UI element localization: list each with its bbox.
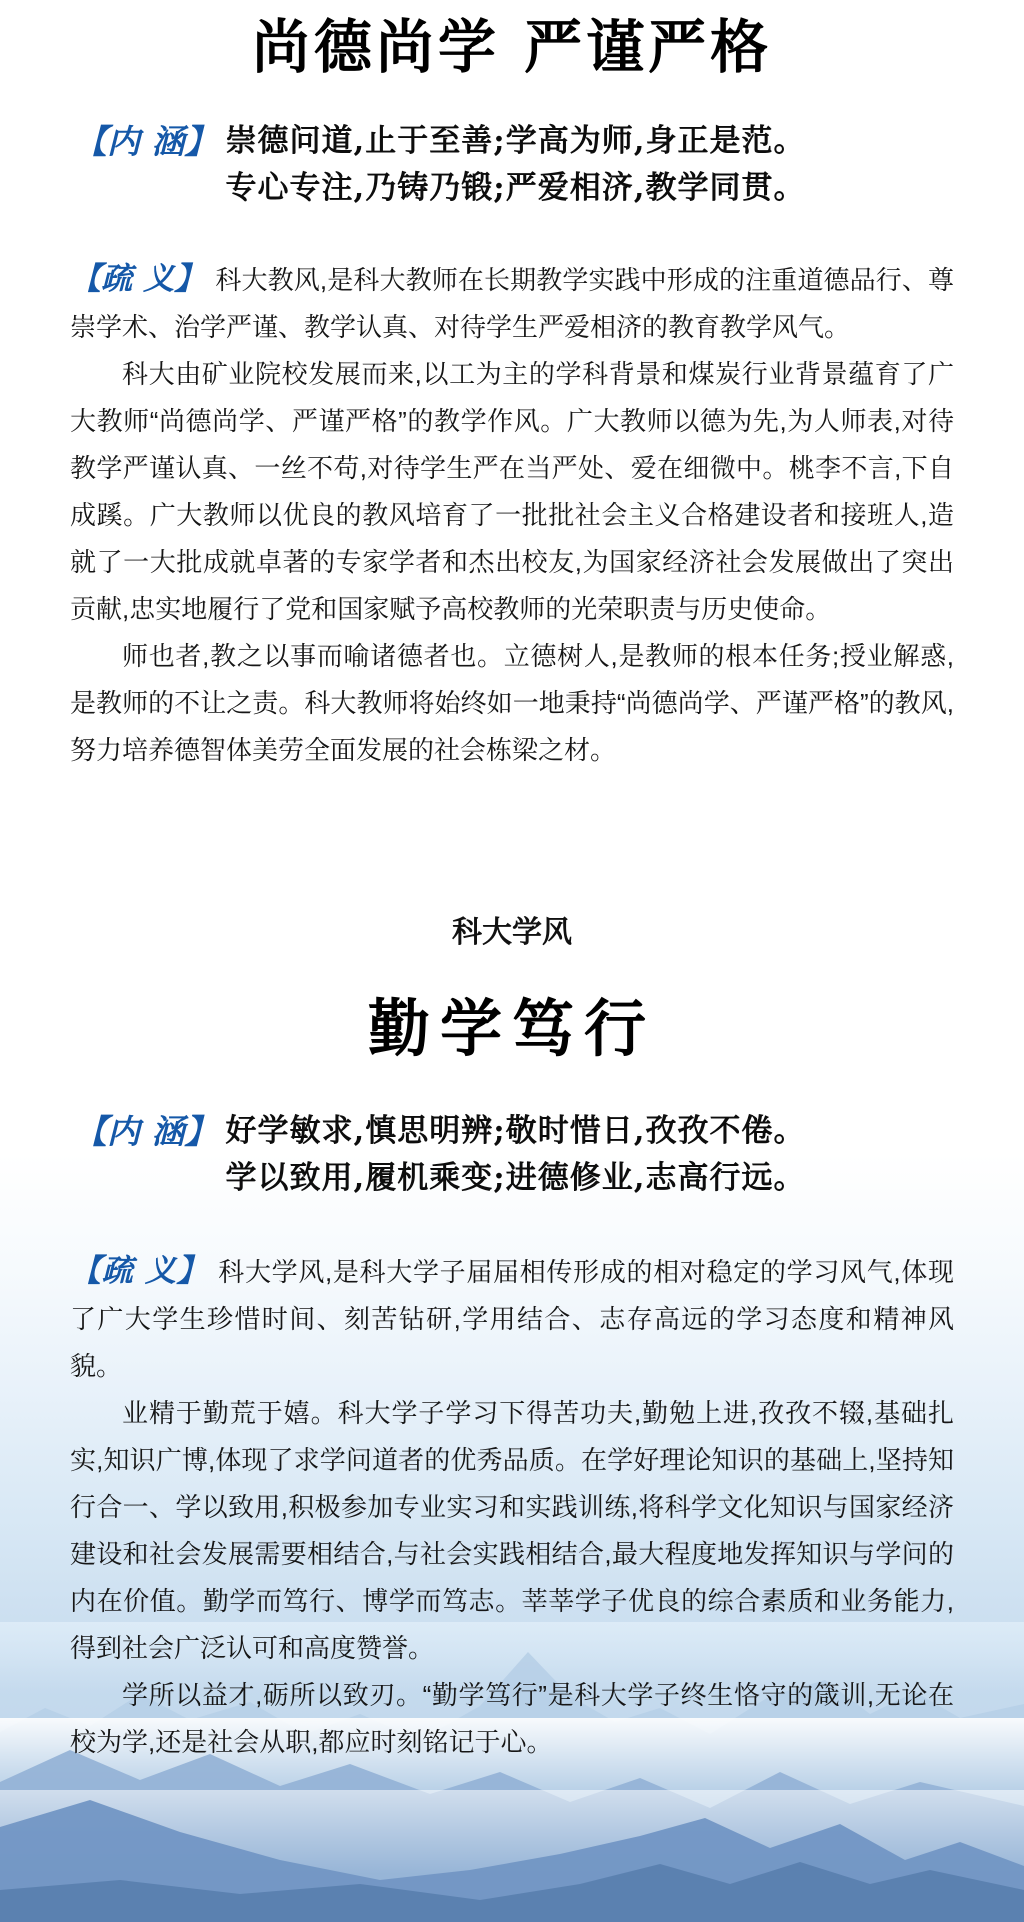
- jiaofeng-shuyi-block: [70, 256, 954, 774]
- jiaofeng-calligraphy-title: 尚德尚学 严谨严格: [251, 13, 773, 81]
- neihan-line: 好学敏求,慎思明辨;敬时惜日,孜孜不倦。: [225, 1113, 806, 1149]
- neihan-line: 崇德问道,止于至善;学高为师,身正是范。: [225, 123, 806, 159]
- xuefeng-section: [0, 916, 1024, 1766]
- xuefeng-section-heading: 科大学风: [452, 916, 572, 949]
- shuyi-paragraph: [70, 1248, 954, 1390]
- shuyi-label: 【疏 义】: [70, 1253, 209, 1289]
- shuyi-paragraph: 科大由矿业院校发展而来,以工为主的学科背景和煤炭行业背景蕴育了广大教师“尚德尚学、严谨严格”的教学作风。广大教师以德为先,为人师表,对待教学严谨认真、一丝不苟,对待学生严在当严处、爱在细微中。桃李不言,下自成蹊。广大教师以优良的教风培育了一批批社会主义合格建设者和接班人,造就了一大批成就卓著的专家学者和杰出校友,为国家经济社会发展做出了突出贡献,忠实地履行了党和国家赋予高校教师的光荣职责与历史使命。: [70, 359, 954, 624]
- xuefeng-neihan-block: [74, 1108, 954, 1202]
- shuyi-paragraph: 师也者,教之以事而喻诸德者也。立德树人,是教师的根本任务;授业解惑,是教师的不让之责。科大教师将始终如一地秉持“尚德尚学、严谨严格”的教风,努力培养德智体美劳全面发展的社会栋梁之材。: [70, 641, 954, 765]
- neihan-lines: [226, 118, 806, 212]
- neihan-label: 【内 涵】: [74, 122, 218, 161]
- shuyi-paragraph-text: 科大教风,是科大教师在长期教学实践中形成的注重道德品行、尊崇学术、治学严谨、教学认真、对待学生严爱相济的教育教学风气。: [70, 265, 954, 342]
- neihan-lines: [226, 1108, 806, 1202]
- neihan-label: 【内 涵】: [74, 1112, 218, 1151]
- xuefeng-shuyi-block: [70, 1248, 954, 1766]
- shuyi-paragraph-text: 科大学风,是科大学子届届相传形成的相对稳定的学习风气,体现了广大学生珍惜时间、刻苦钻研,学用结合、志存高远的学习态度和精神风貌。: [70, 1257, 955, 1381]
- shuyi-label: 【疏 义】: [70, 261, 206, 297]
- shuyi-paragraph: 业精于勤荒于嬉。科大学子学习下得苦功夫,勤勉上进,孜孜不辍,基础扎实,知识广博,体现了求学问道者的优秀品质。在学好理论知识的基础上,坚持知行合一、学以致用,积极参加专业实习和实践训练,将科学文化知识与国家经济建设和社会发展需要相结合,与社会实践相结合,最大程度地发挥知识与学问的内在价值。勤学而笃行、博学而笃志。莘莘学子优良的综合素质和业务能力,得到社会广泛认可和高度赞誉。: [70, 1398, 954, 1663]
- shuyi-paragraph: 学所以益才,砺所以致刃。“勤学笃行”是科大学子终生恪守的箴训,无论在校为学,还是社会从职,都应时刻铭记于心。: [70, 1680, 954, 1757]
- jiaofeng-neihan-block: [74, 118, 954, 212]
- jiaofeng-section: [0, 0, 1024, 774]
- neihan-line: 专心专注,乃铸乃锻;严爱相济,教学同贯。: [225, 170, 806, 206]
- neihan-line: 学以致用,履机乘变;进德修业,志高行远。: [225, 1160, 806, 1196]
- shuyi-paragraph: [70, 256, 954, 351]
- xuefeng-calligraphy-title: 勤学笃行: [367, 992, 656, 1065]
